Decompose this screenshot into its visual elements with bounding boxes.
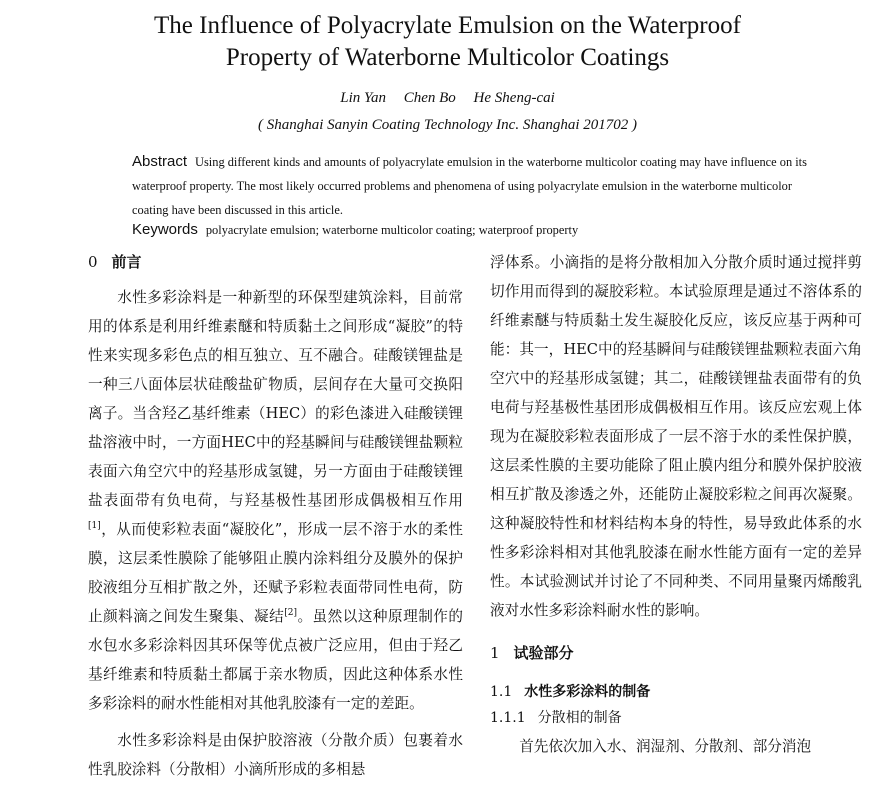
subsubsection-number: 1.1.1 bbox=[490, 710, 526, 726]
keywords-block bbox=[132, 218, 827, 242]
author-list bbox=[0, 88, 895, 108]
subsubsection-title: 分散相的制备 bbox=[537, 710, 622, 726]
section-title: 前言 bbox=[111, 253, 142, 271]
section-number: 0 bbox=[88, 253, 98, 271]
body-paragraph bbox=[88, 283, 463, 718]
section-title: 试验部分 bbox=[513, 644, 574, 662]
body-paragraph: 水性多彩涂料是由保护胶溶液（分散介质）包裹着水性乳胶涂料（分散相）小滴所形成的多相悬 bbox=[88, 732, 463, 778]
abstract-text: Using different kinds and amounts of polyacrylate emulsion in the waterborne multicolor coating may have influence on its waterproof property. The most likely occurred problems and phenomena of using polyacrylate emulsion in the waterborne multicolor coating have been discussed in this article. bbox=[132, 155, 807, 217]
left-column bbox=[88, 248, 463, 784]
abstract-label: Abstract bbox=[132, 153, 188, 170]
subsubsection-heading bbox=[490, 706, 862, 730]
body-paragraph: 首先依次加入水、润湿剂、分散剂、部分消泡 bbox=[519, 738, 812, 755]
affiliation: ( Shanghai Sanyin Coating Technology Inc. Shanghai 201702 ) bbox=[258, 117, 637, 133]
paper-title bbox=[0, 10, 895, 74]
section-heading-intro bbox=[88, 248, 463, 277]
body-paragraph: 浮体系。小滴指的是将分散相加入分散介质时通过搅拌剪切作用而得到的凝胶彩粒。本试验原理是通过不溶体系的纤维素醚与特质黏土发生凝胶化反应，该反应基于两种可能：其一，HEC中的羟基瞬间与硅酸镁锂盐颗粒表面六角空穴中的羟基形成氢键；其二，硅酸镁锂盐表面带有的负电荷与羟基极性基团形成偶极相互作用。该反应宏观上体现为在凝胶彩粒表面形成了一层不溶于水的柔性保护膜，这层柔性膜的主要功能除了阻止膜内组分和膜外保护胶液相互扩散及渗透之外，还能防止凝胶彩粒之间再次凝聚。这种凝胶特性和材料结构本身的特性，易导致此体系的水性多彩涂料相对其他乳胶漆在耐水性能方面有一定的差异性。本试验测试并讨论了不同种类、不同用量聚丙烯酸乳液对水性多彩涂料耐水性的影响。 bbox=[490, 254, 862, 619]
paper-title-line-2: Property of Waterborne Multicolor Coatings bbox=[225, 44, 670, 71]
paragraph-text: ，从而使彩粒表面“凝胶化”，形成一层不溶于水的柔性膜，这层柔性膜除了能够阻止膜内涂料组分及膜外的保护胶液组分互相扩散之外，还赋予彩粒表面带同性电荷，防止颜料滴之间发生聚集、凝结 bbox=[88, 521, 463, 625]
keywords-text: polyacrylate emulsion; waterborne multicolor coating; waterproof property bbox=[205, 223, 579, 237]
keywords-label: Keywords bbox=[132, 221, 198, 238]
section-number: 1 bbox=[490, 644, 500, 662]
subsection-number: 1.1 bbox=[490, 684, 513, 700]
citation-ref: [1] bbox=[88, 521, 101, 532]
author-name: He Sheng-cai bbox=[473, 90, 555, 106]
right-column bbox=[490, 248, 862, 761]
citation-ref: [2] bbox=[284, 608, 297, 619]
paper-title-line-1: The Influence of Polyacrylate Emulsion on the Waterproof bbox=[154, 12, 741, 39]
paragraph-text: 水性多彩涂料是一种新型的环保型建筑涂料，目前常用的体系是利用纤维素醚和特质黏土之间形成“凝胶”的特性来实现多彩色点的相互独立、互不融合。硅酸镁锂盐是一种三八面体层状硅酸盐矿物质，层间存在大量可交换阳离子。当含羟乙基纤维素（HEC）的彩色漆进入硅酸镁锂盐溶液中时，一方面HEC中的羟基瞬间与硅酸镁锂盐颗粒表面六角空穴中的羟基形成氢键，另一方面由于硅酸镁锂盐表面带有负电荷，与羟基极性基团形成偶极相互作用 bbox=[88, 289, 463, 509]
section-heading-experimental bbox=[490, 639, 862, 668]
subsection-title: 水性多彩涂料的制备 bbox=[524, 684, 651, 700]
author-name: Lin Yan bbox=[340, 90, 386, 106]
abstract-block bbox=[132, 150, 827, 222]
subsection-heading bbox=[490, 680, 862, 704]
paragraph-text: 。虽然以这种原理制作的水包水多彩涂料因其环保等优点被广泛应用，但由于羟乙基纤维素和特质黏土都属于亲水物质，因此这种体系水性多彩涂料的耐水性能相对其他乳胶漆有一定的差距。 bbox=[88, 608, 463, 712]
author-name: Chen Bo bbox=[403, 90, 456, 106]
